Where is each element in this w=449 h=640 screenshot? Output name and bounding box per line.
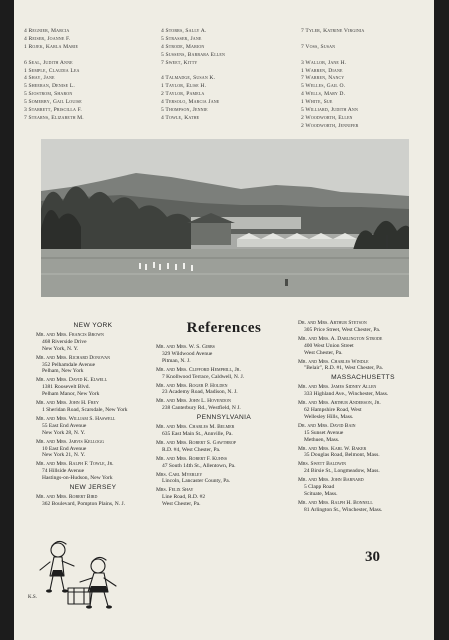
roster-entry: 4 Talmadge, Susan K. xyxy=(161,75,216,82)
reference-line: Mr. and Mrs. Ralph H. Bonnell xyxy=(298,499,373,506)
roster-entry xyxy=(161,68,225,76)
camp-photograph xyxy=(41,139,409,297)
reference-line: 62 Hampshire Road, West xyxy=(304,406,362,413)
reference-line: 362 Boulevard, Pompton Plains, N. J. xyxy=(42,500,125,507)
reference-line: Mr. and Mrs. A. Darlington Strode xyxy=(298,335,383,342)
reference-line: Mr. and Mrs. Robert Bird xyxy=(36,493,98,500)
roster-entry: 2 Woodworth, Ellen xyxy=(301,114,353,121)
yearbook-page xyxy=(14,0,434,640)
roster-entry: 7 Tyler, Katrine Virginia xyxy=(301,28,365,34)
reference-line: Mr. and Mrs. John H. Frey xyxy=(36,400,99,407)
reference-line: Methuen, Mass. xyxy=(304,436,340,443)
roster-entry: 2 Taylor, Pamela xyxy=(161,91,205,98)
reference-line: Mr. and Mrs. Roger P. Holden xyxy=(156,382,228,389)
reference-line: Mr. and Mrs. Arthur Anderson, Jr. xyxy=(298,400,381,407)
roster-entry xyxy=(301,36,364,44)
roster-entry: 2 Woodworth, Jennifer xyxy=(301,122,359,129)
reference-line: 400 West Union Street xyxy=(304,342,354,349)
roster-column-3 xyxy=(301,28,364,131)
children-playing-drawing xyxy=(28,536,136,618)
reference-line: New York 28, N. Y. xyxy=(42,429,86,436)
reference-line: 10 East End Avenue xyxy=(42,445,87,452)
reference-line: 15 Sunset Avenue xyxy=(304,429,344,436)
roster-entry: 7 Voss, Susan xyxy=(301,43,336,50)
page-number: 30 xyxy=(365,549,380,565)
reference-line: Scituate, Mass. xyxy=(304,490,338,497)
reference-line: Mrs. Swett Baldwin xyxy=(298,461,346,468)
reference-line: Mr. and Mrs. David K. Elwell xyxy=(36,377,108,384)
roster-entry: 5 Strasser, Jane xyxy=(161,35,202,42)
roster-entry xyxy=(24,52,84,60)
roster-entry: 1 Taylor, Elise H. xyxy=(161,83,207,90)
roster-entry: 1 Warren, Diane xyxy=(301,67,343,74)
roster-entry: 7 Stearns, Elizabeth M. xyxy=(24,114,84,121)
reference-line: New York, N. Y. xyxy=(42,345,79,352)
references-title: References xyxy=(186,320,262,336)
reference-line: West Chester, Pa. xyxy=(162,501,201,508)
roster-entry: 4 Towle, Kathe xyxy=(161,114,200,121)
reference-line: Mr. and Mrs. John Barnard xyxy=(298,477,364,484)
reference-line: 81 Arlington St., Winchester, Mass. xyxy=(304,506,383,513)
roster-entry: 5 Sheeran, Denise L. xyxy=(24,83,75,90)
reference-line: 1381 Roosevelt Blvd. xyxy=(42,384,90,391)
reference-line: 55 East End Avenue xyxy=(42,422,87,429)
state-heading: NEW JERSEY xyxy=(69,484,117,492)
state-heading: NEW YORK xyxy=(73,322,113,329)
roster-entry: 5 Williard, Judith Ann xyxy=(301,107,358,114)
state-heading: MASSACHUSETTS xyxy=(331,374,395,382)
roster-entry: 1 Rojek, Karla Marie xyxy=(24,43,79,50)
roster-entry: 4 Wells, Mary D. xyxy=(301,91,346,98)
reference-line: Mr. and Mrs. Clifford Hemphill, Jr. xyxy=(156,366,241,373)
reference-line: Mr. and Mrs. Ralph F. Towle, Jr. xyxy=(36,461,114,468)
reference-line: Mr. and Mrs. John L. Hovendon xyxy=(156,398,231,405)
roster-entry: 5 Thompson, Jennie xyxy=(161,107,208,114)
drawing-caption: K.S. xyxy=(28,595,37,600)
roster-entry: 3 Wallob, Jane H. xyxy=(301,59,347,66)
reference-line: 305 Price Street, West Chester, Pa. xyxy=(304,326,381,333)
reference-line: 47 South 14th St., Allentown, Pa. xyxy=(162,462,236,469)
reference-line: 333 Highland Ave., Winchester, Mass. xyxy=(304,391,389,398)
reference-line: Pelham Manor, New York xyxy=(42,391,100,398)
references-pennsylvania-column xyxy=(156,320,292,508)
roster-entry: 6 Seal, Judith Anne xyxy=(24,59,73,66)
reference-line: Mr. and Mrs. Francis Brown xyxy=(36,331,104,338)
reference-line: 329 Wildwood Avenue xyxy=(162,350,213,357)
reference-line: Mr. and Mrs. James Sidney Allen xyxy=(298,384,377,391)
roster-entry: 5 Welles, Gail O. xyxy=(301,83,346,90)
reference-line: New York 21, N. Y. xyxy=(42,452,86,459)
roster-entry: 4 Regnier, Marcia xyxy=(24,28,70,34)
reference-line: Dr. and Mrs. David Bain xyxy=(298,422,356,429)
reference-line: Pelham, New York xyxy=(42,368,84,375)
references-massachusetts-column xyxy=(298,320,428,514)
reference-line: Mr. and Mrs. William S. Haswell xyxy=(36,415,116,422)
roster-entry: 4 Strode, Marion xyxy=(161,43,205,50)
roster-entry: 1 Semple, Claudia Lea xyxy=(24,67,80,74)
roster-entry: 5 Sussens, Barbara Ellen xyxy=(161,51,226,58)
reference-line: Mrs. Carl Myerley xyxy=(156,471,203,478)
references-new-york-column xyxy=(36,320,150,508)
reference-line: Line Road, R.D. #2 xyxy=(162,494,206,501)
reference-line: Mr. and Mrs. Jarvis Kellogg xyxy=(36,438,105,445)
reference-line: Wellesley Hills, Mass. xyxy=(304,413,354,420)
reference-line: Mrs. Felix Shay xyxy=(156,487,194,494)
reference-line: West Chester, Pa. xyxy=(304,349,343,356)
reference-line: Pitman, N. J. xyxy=(162,357,191,364)
roster-entry: 4 Reiser, Joanne F. xyxy=(24,35,71,42)
roster-entry: 5 Somerby, Gail Louise xyxy=(24,99,82,106)
roster-entry: 1 White, Sue xyxy=(301,99,333,106)
reference-line: 238 Canterbury Rd., Westfield, N J. xyxy=(162,405,241,412)
reference-line: Mr. and Mrs. Charles Windle xyxy=(298,358,369,365)
reference-line: 5 Clapp Road xyxy=(304,484,335,491)
roster-entry: 4 Tersolo, Marcia Jane xyxy=(161,99,220,106)
reference-line: Mr. and Mrs. Richard Donovan xyxy=(36,354,111,361)
roster-entry: 7 Sweet, Kitty xyxy=(161,59,198,66)
roster-entry: 4 Storrs, Sally A. xyxy=(161,28,207,34)
reference-line: Mr. and Mrs. W. S. Gibbs xyxy=(156,344,215,350)
roster-entry: 5 Sjostrom, Sharon xyxy=(24,91,73,98)
roster-column-1 xyxy=(24,28,84,123)
reference-line: 468 Riverside Drive xyxy=(42,338,87,345)
reference-line: "Belair", R.D. #1, West Chester, Pa. xyxy=(304,365,384,372)
reference-line: Lincoln, Lancaster County, Pa. xyxy=(162,478,231,485)
reference-line: 23 Academy Road, Madison, N. J. xyxy=(162,389,238,396)
reference-line: R.D. #4, West Chester, Pa. xyxy=(162,446,221,453)
roster-entry: 4 Shay, Jane xyxy=(24,75,55,82)
reference-line: Mr. and Mrs. Robert F. Kuhns xyxy=(156,455,228,462)
roster-entry: 3 Starrett, Priscilla F. xyxy=(24,107,82,114)
reference-line: Dr. and Mrs. Arthur Stetson xyxy=(298,320,367,326)
reference-line: 1 Sheridan Road, Scarsdale, New York xyxy=(42,406,128,413)
reference-line: 74 Hillside Avenue xyxy=(42,468,85,475)
reference-line: Mr. and Mrs. Robert S. Gawthrop xyxy=(156,439,237,446)
reference-line: 352 Pelhamdale Avenue xyxy=(42,361,96,368)
reference-line: Mr. and Mrs. Charles M. Belmer xyxy=(156,424,235,431)
reference-line: 24 Birsie St., Longmeadow, Mass. xyxy=(304,468,380,475)
reference-line: 7 Knollwood Terrace, Caldwell, N. J. xyxy=(162,373,245,380)
roster-column-2 xyxy=(161,28,225,123)
roster-entry: 7 Warren, Nancy xyxy=(301,75,345,82)
reference-line: 635 East Main St., Annville, Pa. xyxy=(162,430,233,437)
state-heading: PENNSYLVANIA xyxy=(196,414,252,422)
reference-line: 35 Douglas Road, Belmont, Mass. xyxy=(304,452,380,459)
roster-entry xyxy=(301,52,364,60)
reference-line: Hastings-on-Hudson, New York xyxy=(42,475,113,482)
reference-line: Mr. and Mrs. Karl W. Baker xyxy=(298,445,367,452)
